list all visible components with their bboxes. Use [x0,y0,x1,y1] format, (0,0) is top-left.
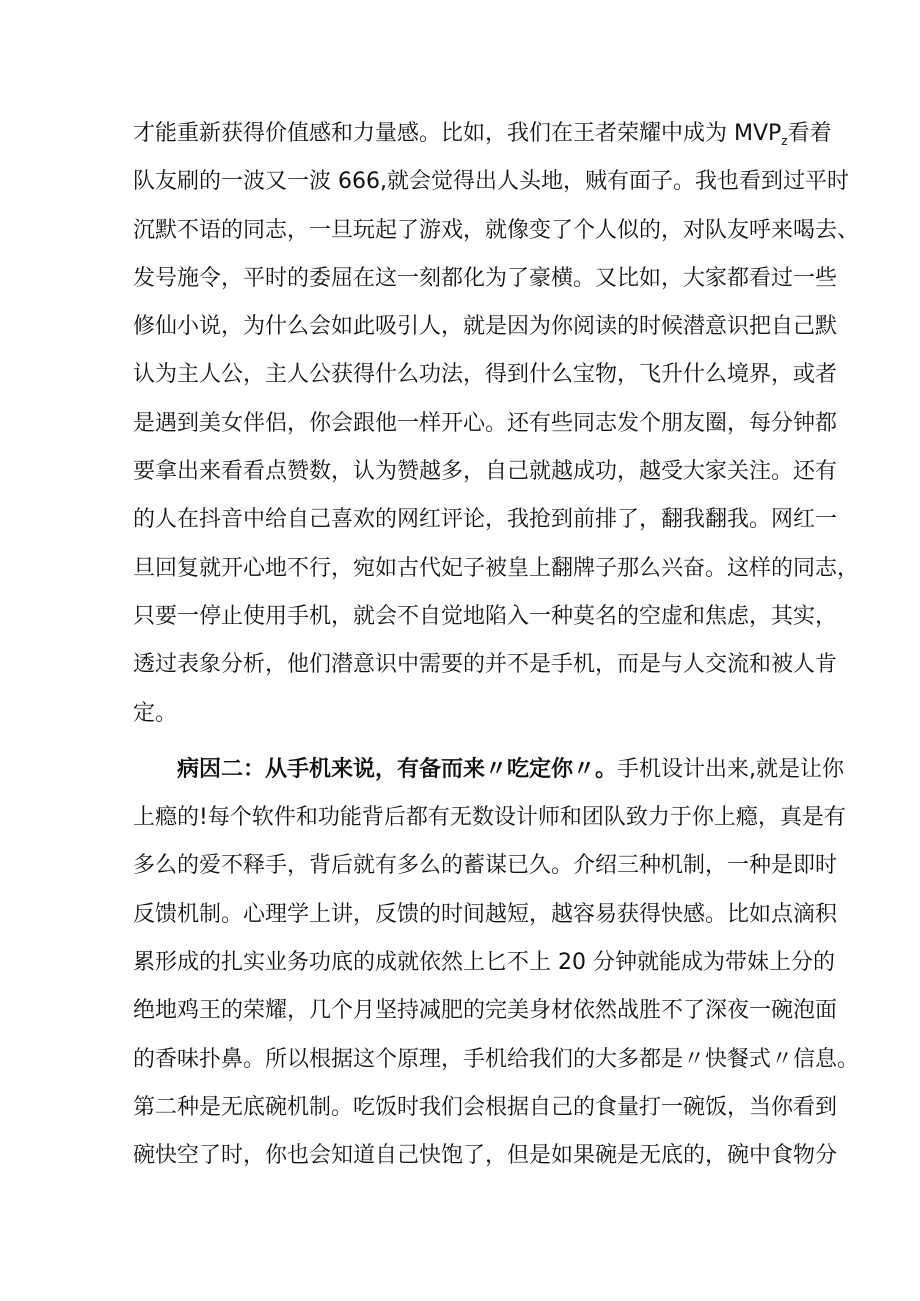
text-line: 队友刷的一波又一波 666,就会觉得出人头地，贼有面子。我也看到过平时 [133,169,849,195]
text-line: 的香味扑鼻。所以根据这个原理，手机给我们的大多都是〃快餐式〃信息。 [133,1046,860,1072]
line-tail-text: 看着 [787,121,832,146]
text-line: 碗快空了时，你也会知道自己快饱了，但是如果碗是无底的，碗中食物分 [133,1143,838,1169]
line-text: 才能重新获得价值感和力量感。比如，我们在王者荣耀中成为 MVP [133,121,782,146]
document-body [133,110,860,1181]
text-line: 要拿出来看看点赞数，认为赞越多，自己就越成功，越受大家关注。还有 [133,459,838,485]
text-line [133,746,845,794]
text-line: 是遇到美女伴侣，你会跟他一样开心。还有些同志发个朋友圈，每分钟都 [133,410,838,436]
text-line: 累形成的扎实业务功底的成就依然上匕不上 20 分钟就能成为带妹上分的 [133,950,835,976]
text-line: 旦回复就开心地不行，宛如古代妃子被皇上翻牌子那么兴奋。这样的同志， [133,555,860,581]
text-line: 沉默不语的同志，一旦玩起了游戏，就像变了个人似的，对队友呼来喝去、 [133,217,860,243]
text-line: 的人在抖音中给自己喜欢的网红评论，我抢到前排了，翻我翻我。网红一 [133,507,838,533]
text-line: 修仙小说，为什么会如此吸引人，就是因为你阅读的时候潜意识把自己默 [133,314,838,340]
paragraph-gap [133,738,793,746]
text-line: 多么的爱不释手，背后就有多么的蓄谋已久。介绍三种机制，一种是即时 [133,853,838,879]
text-line: 发号施令，平时的委屈在这一刻都化为了豪横。又比如，大家都看过一些 [133,265,838,291]
subscript-text: z [781,134,788,148]
text-line: 上瘾的!每个软件和功能背后都有无数设计师和团队致力于你上瘾，真是有 [133,805,846,831]
text-line: 定。 [133,700,178,726]
paragraph-heading: 病因二：从手机来说，有备而来〃吃定你〃。 [177,756,618,782]
text-line [133,110,832,158]
text-line: 透过表象分析，他们潜意识中需要的并不是手机，而是与人交流和被人肯 [133,652,838,678]
line-text: 手机设计出来,就是让你 [617,756,845,782]
text-line: 反馈机制。心理学上讲，反馈的时间越短，越容易获得快感。比如点滴积 [133,901,838,927]
text-line: 只要一停止使用手机，就会不自觉地陷入一种莫名的空虚和焦虑，其实， [133,603,838,629]
text-line: 绝地鸡王的荣耀，几个月坚持减肥的完美身材依然战胜不了深夜一碗泡面 [133,998,838,1024]
text-line: 第二种是无底碗机制。吃饭时我们会根据自己的食量打一碗饭，当你看到 [133,1094,838,1120]
text-line: 认为主人公，主人公获得什么功法，得到什么宝物，飞升什么境界，或者 [133,362,838,388]
